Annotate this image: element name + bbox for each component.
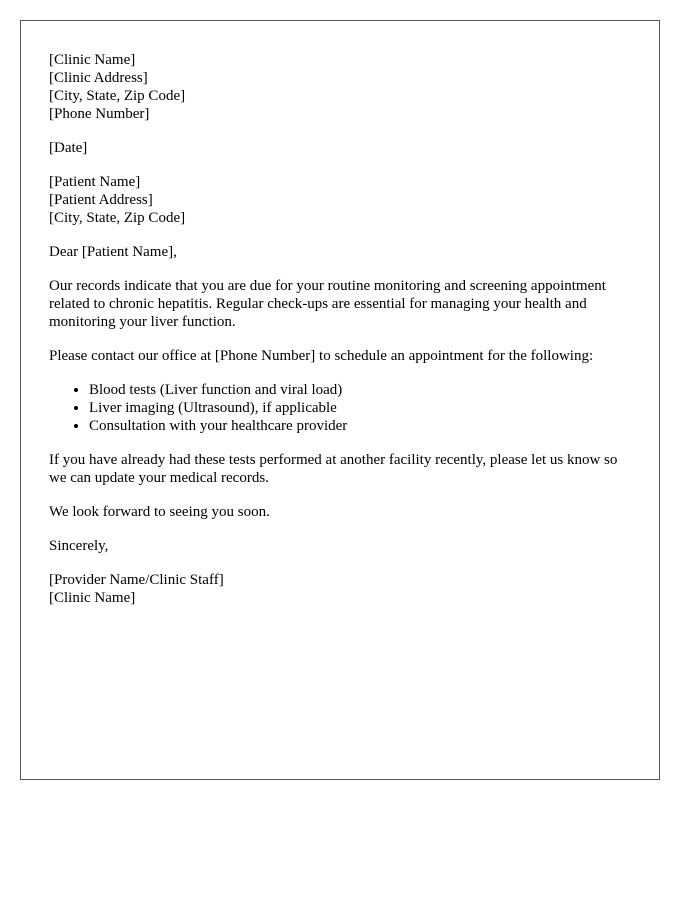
sender-phone-number: [Phone Number] [49, 106, 150, 122]
sender-clinic-name: [Clinic Name] [49, 52, 136, 68]
letter-date: [Date] [49, 140, 88, 156]
list-item: • Liver imaging (Ultrasound), if applicable [89, 399, 631, 417]
signature-clinic-name: [Clinic Name] [49, 590, 136, 606]
recipient-city-state-zip: [City, State, Zip Code] [49, 210, 186, 226]
body-paragraph-prior-tests: If you have already had these tests performed at another facility recently, please let us know so we can update your medical records. [49, 452, 618, 486]
signature-block [49, 571, 631, 607]
sender-clinic-address: [Clinic Address] [49, 70, 148, 86]
recipient-patient-address: [Patient Address] [49, 192, 153, 208]
letter-page [20, 20, 660, 780]
sender-address-block [49, 51, 631, 123]
body-paragraph-contact: Please contact our office at [Phone Number] to schedule an appointment for the following: [49, 348, 594, 364]
signature-provider: [Provider Name/Clinic Staff] [49, 572, 224, 588]
recipient-patient-name: [Patient Name] [49, 174, 141, 190]
list-item: • Blood tests (Liver function and viral load) [89, 381, 631, 399]
list-item: • Consultation with your healthcare provider [89, 417, 631, 435]
closing: Sincerely, [49, 538, 109, 554]
appointment-items-list [49, 381, 631, 435]
salutation: Dear [Patient Name], [49, 244, 177, 260]
recipient-address-block [49, 173, 631, 227]
body-paragraph-intro: Our records indicate that you are due for your routine monitoring and screening appointment related to chronic hepatitis. Regular check-ups are essential for managing your health and monitoring your liver function. [49, 278, 606, 330]
sender-city-state-zip: [City, State, Zip Code] [49, 88, 186, 104]
body-paragraph-closing-remark: We look forward to seeing you soon. [49, 504, 270, 520]
